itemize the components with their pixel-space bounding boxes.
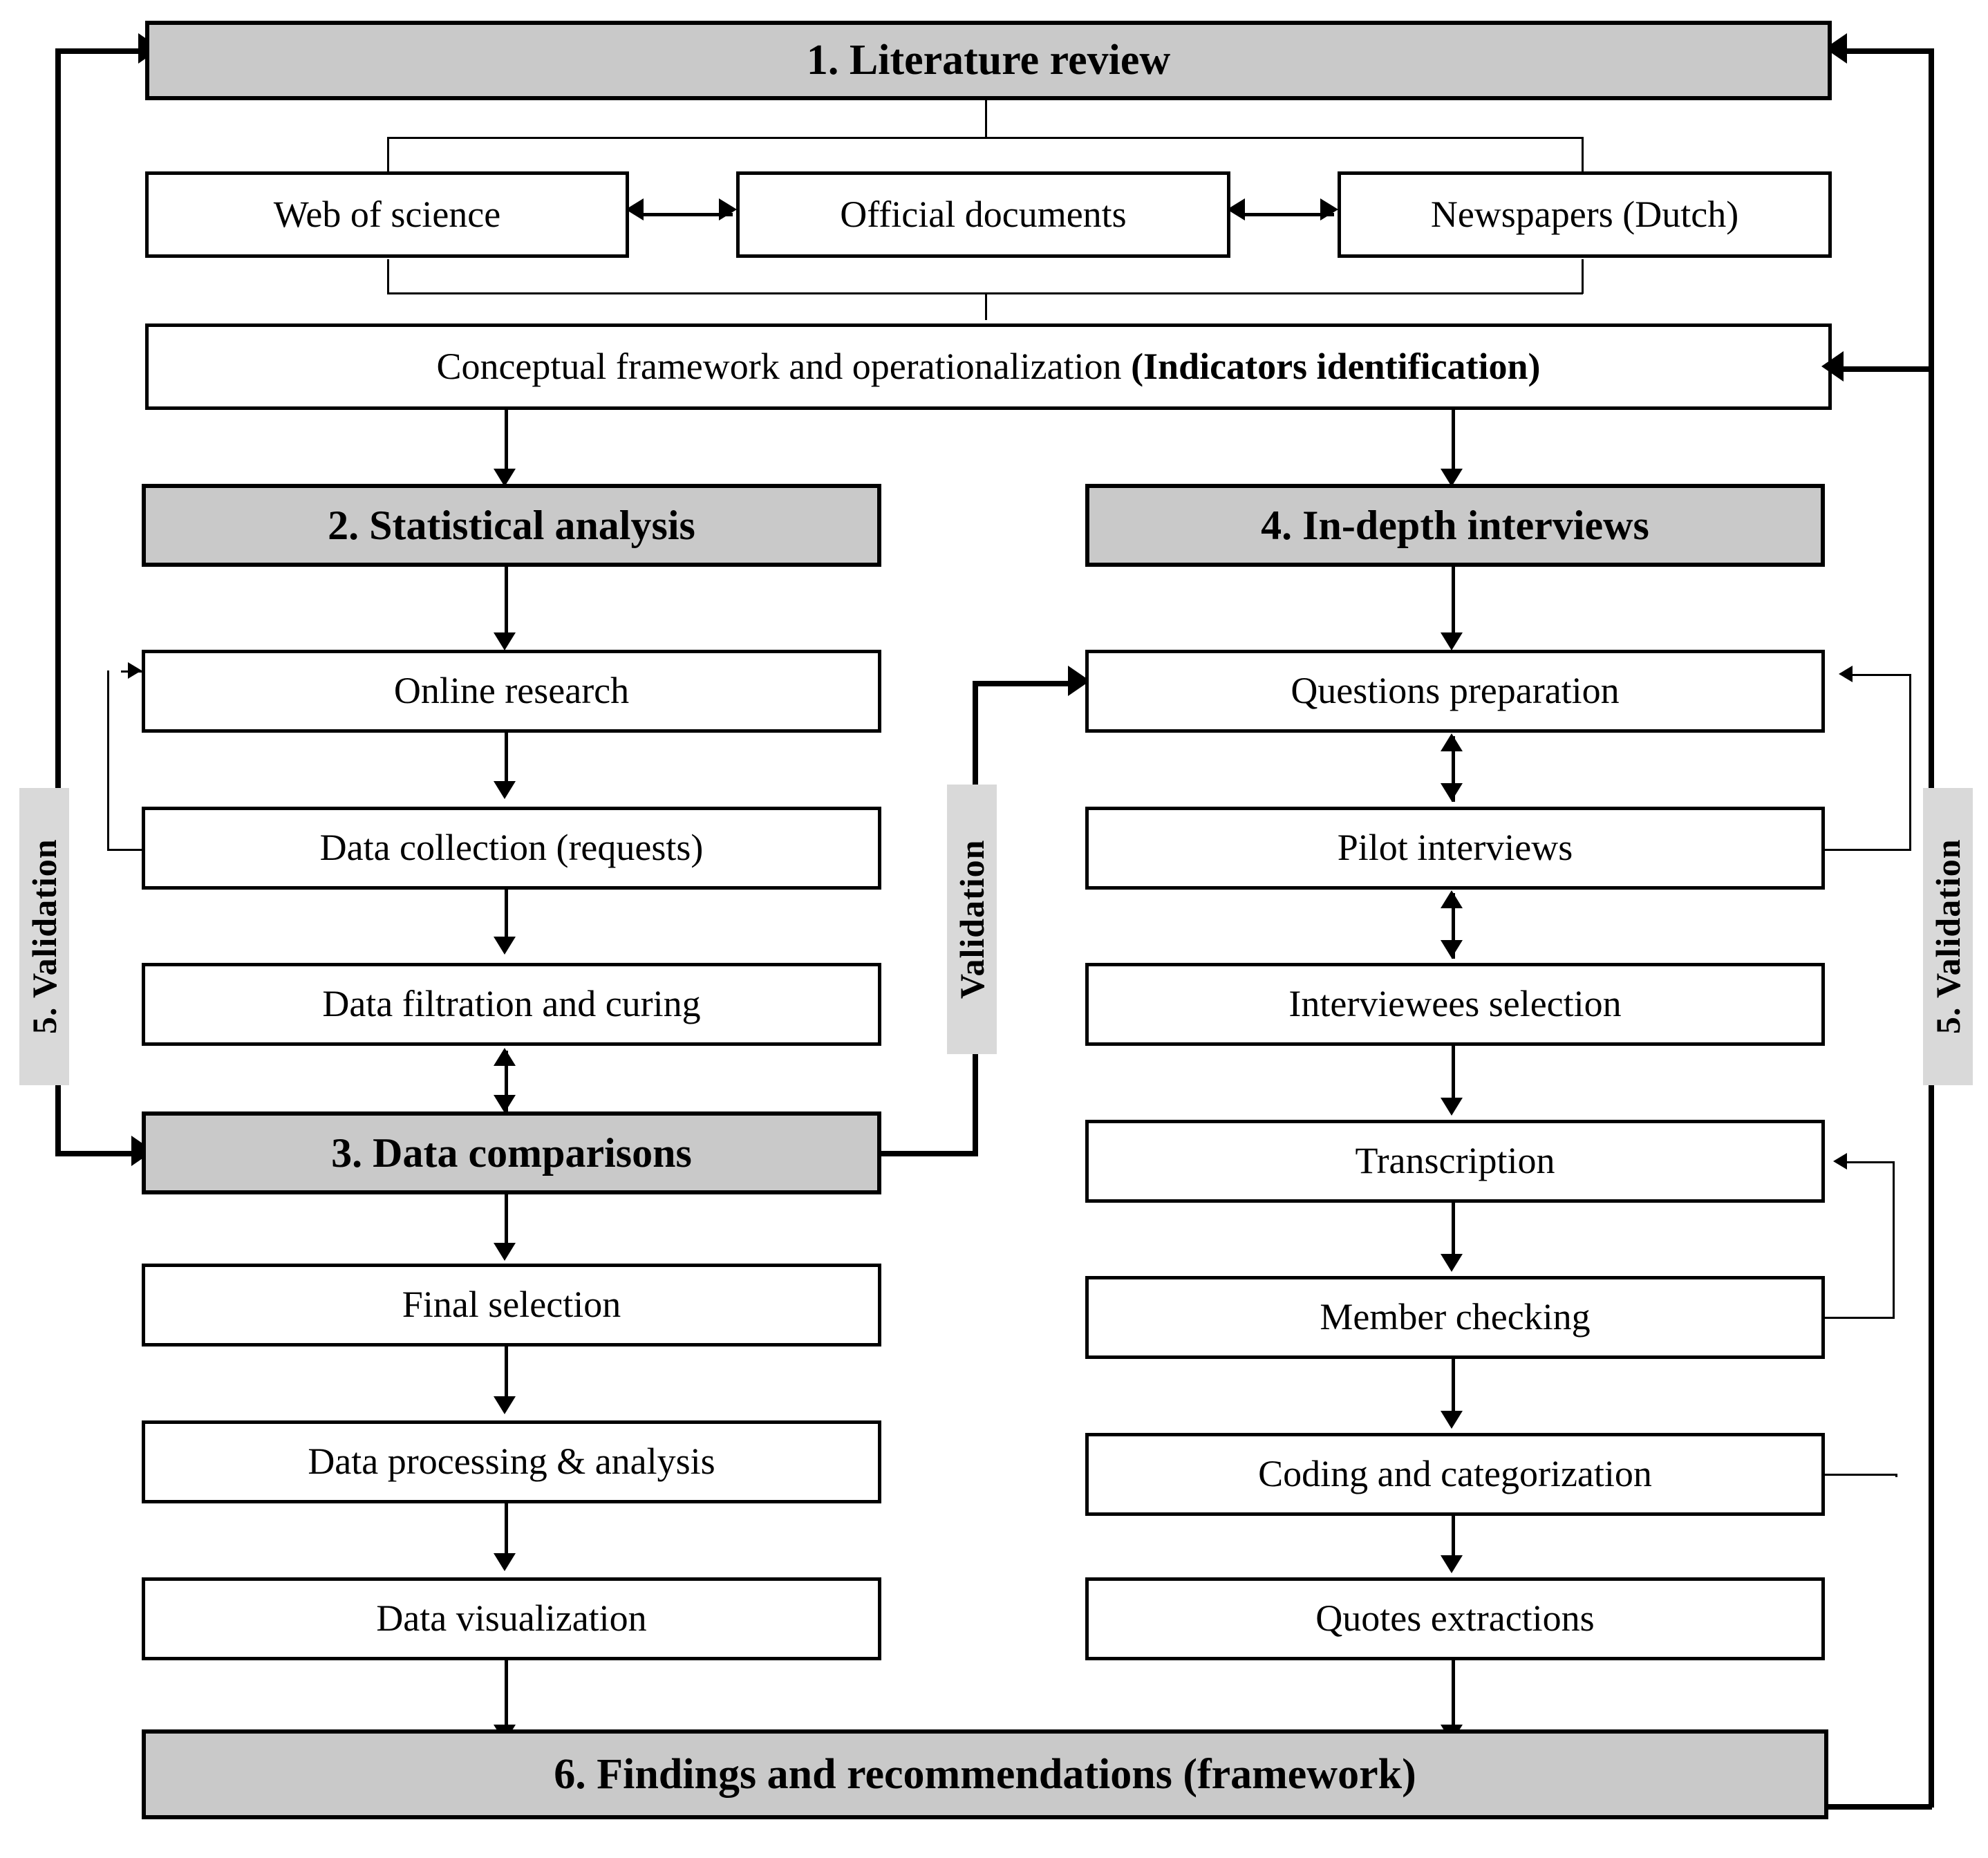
member-feedback-top xyxy=(1847,1161,1894,1163)
validation-label-middle: Validation xyxy=(947,785,997,1054)
source-link-2-arrow-left xyxy=(1227,198,1245,220)
coding-to-quotes-line xyxy=(1452,1516,1455,1559)
conceptual-framework-box: Conceptual framework and operationalization (Indicators identification) xyxy=(145,323,1832,410)
src-bracket-stem xyxy=(985,292,987,320)
stage-statistical-analysis: 2. Statistical analysis xyxy=(142,484,881,567)
source-link-2-arrow-right xyxy=(1320,198,1338,220)
left-step-final-selection: Final selection xyxy=(142,1264,881,1346)
source-link-1-arrow-right xyxy=(719,198,737,220)
comparisons-to-final-line xyxy=(505,1194,508,1246)
online-to-collection-arrow xyxy=(494,781,516,799)
left-step-data-visualization: Data visualization xyxy=(142,1577,881,1660)
stage-data-comparisons: 3. Data comparisons xyxy=(142,1111,881,1194)
questions-pilot-arrow-down xyxy=(1441,783,1463,801)
right-step-quotes-extractions: Quotes extractions xyxy=(1085,1577,1825,1660)
comparisons-to-validation-line xyxy=(881,1151,978,1156)
collection-feedback-vertical xyxy=(107,670,109,850)
right-step-pilot-interviews: Pilot interviews xyxy=(1085,807,1825,890)
framework-to-interviews-line xyxy=(1452,410,1455,472)
stage-literature-review: 1. Literature review xyxy=(145,21,1832,100)
src-bracket-left-tick xyxy=(387,259,389,294)
member-feedback-vertical xyxy=(1893,1161,1895,1319)
collection-feedback-arrow xyxy=(128,662,142,679)
collection-to-filtration-line xyxy=(505,890,508,939)
member-feedback-bottom xyxy=(1825,1317,1894,1319)
interviewees-to-transcription-arrow xyxy=(1441,1098,1463,1116)
source-box-official-documents: Official documents xyxy=(736,171,1230,258)
final-to-processing-arrow xyxy=(494,1396,516,1414)
pilot-feedback-bottom xyxy=(1825,849,1911,851)
right-validation-line-top xyxy=(1839,48,1932,54)
final-to-processing-line xyxy=(505,1346,508,1400)
framework-to-statistical-line xyxy=(505,410,508,472)
visualization-to-findings-line xyxy=(505,1660,508,1729)
lit-bracket-top xyxy=(387,137,1583,139)
collection-to-filtration-arrow xyxy=(494,937,516,955)
member-feedback-arrow xyxy=(1833,1153,1847,1170)
middle-validation-to-questions-line xyxy=(973,681,1080,686)
processing-to-visualization-arrow xyxy=(494,1553,516,1571)
member-to-coding-line xyxy=(1452,1359,1455,1414)
stat-to-online-line xyxy=(505,567,508,636)
pilot-feedback-vertical xyxy=(1909,674,1911,850)
left-step-data-filtration: Data filtration and curing xyxy=(142,963,881,1046)
source-link-1-arrow-left xyxy=(626,198,644,220)
stage-findings: 6. Findings and recommendations (framework) xyxy=(142,1729,1828,1819)
left-validation-line-top xyxy=(55,48,145,54)
transcription-to-member-arrow xyxy=(1441,1254,1463,1272)
processing-to-visualization-line xyxy=(505,1503,508,1557)
coding-feedback-bottom xyxy=(1825,1474,1897,1476)
collection-feedback-bottom xyxy=(107,849,145,851)
lit-bracket-left-tick xyxy=(387,137,389,171)
member-to-coding-arrow xyxy=(1441,1411,1463,1429)
pilot-interviewees-arrow-down xyxy=(1441,940,1463,958)
pilot-interviewees-arrow-up xyxy=(1441,890,1463,908)
pilot-feedback-top xyxy=(1853,674,1911,676)
stage-in-depth-interviews: 4. In-depth interviews xyxy=(1085,484,1825,567)
right-step-transcription: Transcription xyxy=(1085,1120,1825,1203)
interviewees-to-transcription-line xyxy=(1452,1046,1455,1101)
right-step-coding-categorization: Coding and categorization xyxy=(1085,1433,1825,1516)
coding-to-quotes-arrow xyxy=(1441,1555,1463,1573)
framework-validation-arrow xyxy=(1821,351,1844,382)
filtration-to-comparisons-arrow-down xyxy=(494,1095,516,1113)
coding-feedback-vertical xyxy=(1895,1474,1897,1477)
right-step-interviewees-selection: Interviewees selection xyxy=(1085,963,1825,1046)
stat-to-online-arrow xyxy=(494,632,516,650)
lit-bracket-stem xyxy=(985,100,987,138)
filtration-to-comparisons-arrow-up xyxy=(494,1048,516,1066)
quotes-to-findings-line xyxy=(1452,1660,1455,1729)
comparisons-to-final-arrow xyxy=(494,1243,516,1261)
src-bracket-right-tick xyxy=(1582,259,1584,294)
questions-pilot-arrow-up xyxy=(1441,733,1463,751)
framework-validation-line xyxy=(1832,366,1932,372)
right-validation-line-bottom xyxy=(1818,1804,1932,1810)
online-to-collection-line xyxy=(505,733,508,785)
right-step-questions-preparation: Questions preparation xyxy=(1085,650,1825,733)
right-step-member-checking: Member checking xyxy=(1085,1276,1825,1359)
interviews-to-questions-line xyxy=(1452,567,1455,636)
lit-bracket-right-tick xyxy=(1582,137,1584,171)
left-step-data-processing: Data processing & analysis xyxy=(142,1420,881,1503)
source-box-newspapers: Newspapers (Dutch) xyxy=(1338,171,1832,258)
validation-label-right: 5. Validation xyxy=(1923,788,1973,1085)
pilot-feedback-arrow xyxy=(1839,666,1853,682)
interviews-to-questions-arrow xyxy=(1441,632,1463,650)
transcription-to-member-line xyxy=(1452,1203,1455,1258)
left-step-online-research: Online research xyxy=(142,650,881,733)
left-step-data-collection: Data collection (requests) xyxy=(142,807,881,890)
source-box-web-of-science: Web of science xyxy=(145,171,629,258)
validation-label-left: 5. Validation xyxy=(19,788,69,1085)
